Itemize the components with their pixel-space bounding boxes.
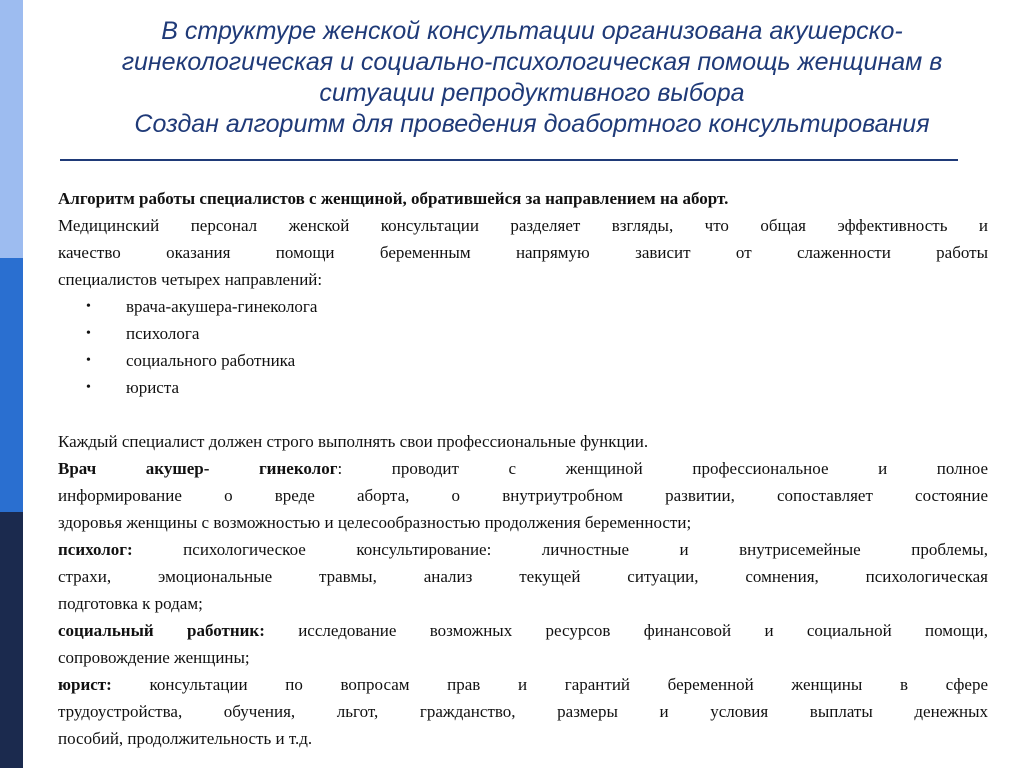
lawyer-line-3: пособий, продолжительность и т.д.: [58, 729, 313, 748]
list-item: [58, 320, 988, 347]
psychologist-text-1: психологическое консультирование: личностные и внутрисемейные проблемы,: [132, 540, 988, 559]
bullet-icon: •: [86, 380, 91, 395]
list-item: [58, 347, 988, 374]
bullet-icon: •: [86, 299, 91, 314]
intro-line-3: специалистов четырех направлений:: [58, 270, 323, 289]
doctor-line-2: информирование о вреде аборта, о внутриутробном развитии, сопоставляет состояние: [58, 486, 988, 505]
lawyer-text-1: консультации по вопросам прав и гарантий беременной женщины в сфере: [111, 675, 988, 694]
social-line-1: [58, 617, 988, 644]
psychologist-line-1: [58, 536, 988, 563]
slide-title: [40, 16, 1024, 140]
duty-sentence: Каждый специалист должен строго выполнять свои профессиональные функции.: [58, 432, 649, 451]
title-line-1: В структуре женской консультации организована акушерско-: [161, 17, 903, 45]
decor-strip-dark: [0, 512, 23, 768]
lawyer-label: юрист:: [58, 675, 112, 694]
intro-line-1: Медицинский персонал женской консультации разделяет взгляды, что общая эффективность и: [58, 216, 988, 235]
psychologist-line-2: страхи, эмоциональные травмы, анализ текущей ситуации, сомнения, психологическая: [58, 567, 988, 586]
decor-strip-medium: [0, 258, 23, 512]
specialist-list: [58, 293, 988, 401]
social-label: социальный работник:: [58, 621, 265, 640]
psychologist-label: психолог:: [58, 540, 133, 559]
list-item: [58, 374, 988, 401]
bullet-icon: •: [86, 326, 91, 341]
social-line-2: сопровождение женщины;: [58, 648, 250, 667]
bullet-icon: •: [86, 353, 91, 368]
list-item-label: социального работника: [126, 351, 296, 370]
slide-body: [58, 185, 988, 752]
doctor-text-1: : проводит с женщиной профессиональное и полное: [337, 459, 989, 478]
decor-strip-light: [0, 0, 23, 258]
list-item: [58, 293, 988, 320]
list-item-label: юриста: [126, 378, 180, 397]
title-line-2: гинекологическая и социально-психологическая помощь женщинам в: [121, 48, 943, 76]
paragraph-gap: [58, 401, 988, 428]
social-text-1: исследование возможных ресурсов финансовой и социальной помощи,: [264, 621, 988, 640]
doctor-line-1: [58, 455, 988, 482]
title-line-3: ситуации репродуктивного выбора: [319, 79, 745, 107]
lawyer-line-1: [58, 671, 988, 698]
list-item-label: врача-акушера-гинеколога: [126, 297, 318, 316]
psychologist-line-3: подготовка к родам;: [58, 594, 203, 613]
algorithm-heading: Алгоритм работы специалистов с женщиной, обратившейся за направлением на аборт.: [58, 189, 729, 208]
doctor-label: Врач акушер- гинеколог: [58, 459, 338, 478]
intro-line-2: качество оказания помощи беременным напрямую зависит от слаженности работы: [58, 243, 988, 262]
lawyer-line-2: трудоустройства, обучения, льгот, гражданство, размеры и условия выплаты денежных: [58, 702, 988, 721]
title-underline: [60, 159, 958, 161]
title-line-4: Создан алгоритм для проведения доабортного консультирования: [134, 110, 930, 138]
doctor-line-3: здоровья женщины с возможностью и целесообразностью продолжения беременности;: [58, 513, 692, 532]
list-item-label: психолога: [126, 324, 200, 343]
